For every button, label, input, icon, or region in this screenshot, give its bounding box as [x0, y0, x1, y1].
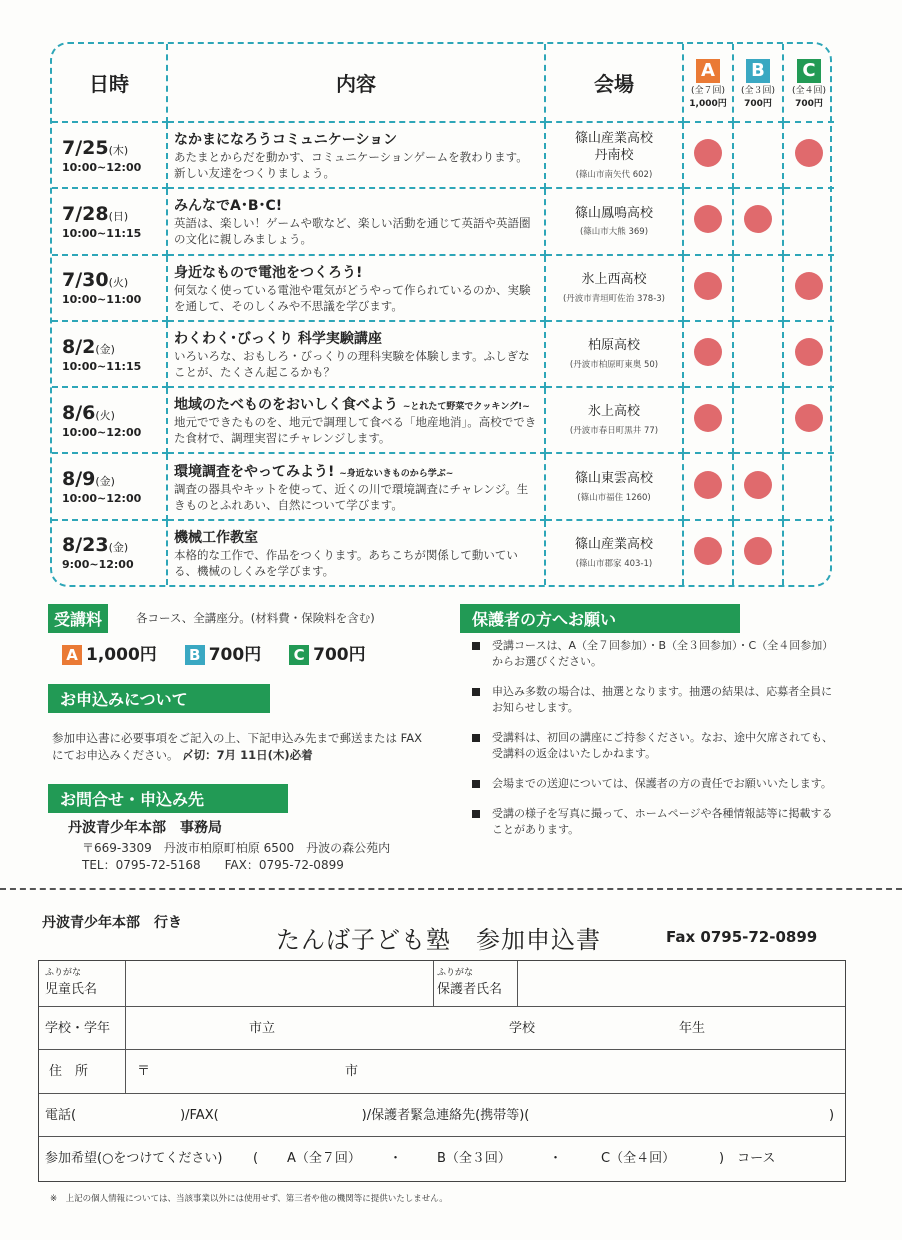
session-subtitle: ~身近ないきものから学ぶ~ [339, 468, 454, 479]
session-date: 7/25 [62, 136, 109, 159]
session-venue: 氷上高校 [587, 404, 640, 420]
course-a-dot [694, 139, 722, 167]
course-b-badge: B [746, 59, 770, 83]
fee-b-price: 700円 [208, 645, 262, 665]
course-c-mark-cell [783, 255, 834, 321]
form-row-names [39, 961, 845, 1007]
session-time: 9:00~12:00 [62, 558, 134, 572]
course-a-dot [694, 272, 722, 300]
cut-line [0, 888, 902, 890]
divider [125, 961, 126, 1006]
course-a-mark-cell [683, 387, 733, 453]
header-venue: 会場 [545, 44, 683, 122]
course-a-dot [694, 471, 722, 499]
session-venue: 篠山産業高校 丹南校 [574, 130, 653, 163]
session-weekday: (金) [95, 342, 115, 356]
session-venue: 篠山鳳鳴高校 [574, 205, 653, 221]
session-venue-cell [545, 387, 683, 453]
course-option-c[interactable]: C（全４回） [601, 1151, 676, 1166]
divider [433, 961, 434, 1006]
session-content-cell [167, 321, 545, 387]
contact-address: 〒669-3309 丹波市柏原町柏原 6500 丹波の森公苑内 [82, 841, 391, 855]
session-description: 地元でできたものを、地元で調理して食べる「地産地消」。高校でできた食材で、調理実習にチャレンジします。 [174, 415, 537, 446]
schedule-row [52, 453, 834, 519]
furigana-label: ふりがな [437, 968, 474, 978]
course-c-badge: C [797, 59, 821, 83]
course-b-mark-cell [733, 387, 783, 453]
phone-line: 電話( )/FAX( )/保護者緊急連絡先(携帯等)( [45, 1108, 530, 1123]
session-weekday: (木) [108, 143, 129, 157]
header-date: 日時 [52, 44, 167, 122]
session-date-cell [52, 321, 167, 387]
session-date-cell [52, 122, 167, 188]
course-a-mark-cell [683, 188, 733, 254]
contact-org: 丹波青少年本部 事務局 [68, 820, 222, 836]
course-c-mark-cell [783, 453, 834, 519]
session-title: 身近なもので電池をつくろう! [174, 264, 363, 281]
course-option-b[interactable]: B（全３回） [437, 1151, 511, 1166]
session-content-cell [167, 255, 545, 321]
session-content-cell [167, 122, 545, 188]
session-date-cell [52, 255, 167, 321]
schedule-table [50, 42, 832, 587]
course-a-mark-cell [683, 453, 733, 519]
application-form [38, 960, 846, 1182]
guardian-note: 受講コースは、A（全７回参加）・B（全３回参加）・C（全４回参加）からお選びください。 [470, 638, 840, 670]
course-b-mark-cell [733, 255, 783, 321]
session-content-cell [167, 387, 545, 453]
course-a-dot [694, 537, 722, 565]
course-b-dot [744, 205, 772, 233]
course-b-dot [744, 471, 772, 499]
session-description: 英語は、楽しい！ゲームや歌など、楽しい活動を通じて英語や英語圏の文化に親しみましょう。 [174, 216, 531, 247]
schedule-row [52, 255, 834, 321]
apply-deadline: 〆切：7月 11日(木)必着 [182, 747, 313, 762]
guardian-note: 受講の様子を写真に撮って、ホームページや各種情報誌等に掲載することがあります。 [470, 806, 840, 838]
session-date: 8/2 [62, 335, 96, 358]
session-venue-address: (篠山市大熊 369) [579, 227, 649, 238]
session-description: 調査の器具やキットを使って、近くの川で環境調査にチャレンジ。生きものとふれあい、自然について学びます。 [174, 481, 529, 512]
session-title: 機械工作教室 [174, 529, 258, 546]
session-time: 10:00~12:00 [62, 160, 142, 174]
session-title-line [174, 129, 538, 149]
course-b-mark-cell [733, 122, 783, 188]
course-a-dot [694, 205, 722, 233]
session-title-line [174, 262, 538, 282]
course-b-mark-cell [733, 453, 783, 519]
schedule-row [52, 520, 834, 585]
form-row-course [39, 1137, 845, 1181]
session-time: 10:00~11:00 [62, 293, 142, 307]
grade-label: 年生 [679, 1021, 706, 1036]
session-title: 環境調査をやってみよう! [174, 463, 335, 480]
session-description: いろいろな、おもしろ・びっくりの理科実験を体験します。ふしぎなことが、たくさん起こるかも？ [174, 348, 530, 380]
session-weekday: (金) [95, 475, 115, 489]
guardian-name-text: 保護者氏名 [437, 982, 503, 997]
course-a-count: (全７回) [690, 85, 726, 96]
session-time: 10:00~12:00 [62, 425, 142, 439]
schedule-row [52, 122, 834, 188]
session-venue: 柏原高校 [587, 338, 640, 354]
course-b-mark-cell [733, 188, 783, 254]
session-venue-cell [545, 122, 683, 188]
guardian-name-field[interactable] [521, 961, 841, 1006]
course-a-mark-cell [683, 255, 733, 321]
course-b-mark-cell [733, 321, 783, 387]
fee-item-a [62, 645, 157, 665]
divider [125, 1050, 126, 1093]
course-a-dot [694, 338, 722, 366]
course-c-mark-cell [783, 520, 834, 585]
session-venue: 篠山産業高校 [574, 536, 653, 552]
apply-text [52, 730, 422, 763]
guardian-note: 受講料は、初回の講座にご持参ください。なお、途中欠席されても、受講料の返金はいたしかねます。 [470, 730, 840, 762]
session-title-line [174, 328, 538, 348]
session-title-line [174, 394, 538, 414]
session-content-cell [167, 188, 545, 254]
course-c-mark-cell [783, 122, 834, 188]
session-date-cell [52, 188, 167, 254]
course-close: ) コース [719, 1151, 776, 1166]
course-c-dot [795, 139, 823, 167]
session-description: 本格的な工作で、作品をつくります。あちこちが関係して動いている、機械のしくみを学びます。 [174, 547, 518, 578]
guardian-notes [470, 638, 840, 851]
session-title-line [174, 527, 538, 547]
apply-instructions: 参加申込書に必要事項をご記入の上、下記申込み先まで郵送または FAX にてお申込みください。 [52, 731, 422, 762]
session-title: 地域のたべものをおいしく食べよう [174, 397, 398, 414]
course-b-count: (全３回) [740, 85, 776, 96]
city-school-label: 市立 [249, 1021, 276, 1036]
apply-heading: お申込みについて [48, 684, 270, 713]
course-b-mark-cell [733, 520, 783, 585]
course-a-badge: A [696, 59, 720, 83]
header-course-a [683, 44, 733, 122]
course-c-dot [795, 338, 823, 366]
course-a-price: 1,000円 [689, 98, 727, 109]
session-content-cell [167, 520, 545, 585]
session-title-line [174, 195, 538, 215]
fee-a-badge: A [62, 645, 82, 665]
school-label: 学校 [509, 1021, 536, 1036]
school-grade-label: 学校・学年 [45, 1021, 111, 1036]
child-name-text: 児童氏名 [45, 982, 98, 997]
schedule-row [52, 188, 834, 254]
fee-c-price: 700円 [313, 645, 366, 665]
fee-b-badge: B [185, 645, 205, 665]
session-date-cell [52, 520, 167, 585]
course-c-dot [795, 272, 823, 300]
guardian-note: 申込み多数の場合は、抽選となります。抽選の結果は、応募者全員にお知らせします。 [470, 684, 840, 716]
guardian-heading: 保護者の方へお願い [460, 604, 740, 633]
contact-heading: お問合せ・申込み先 [48, 784, 288, 813]
session-description: 何気なく使っている電池や電気がどうやって作られているのか、実験を通して、そのしくみや不思議を学びます。 [174, 282, 531, 313]
course-option-a[interactable]: A（全７回） [287, 1151, 361, 1166]
form-recipient: 丹波青少年本部 行き [42, 915, 182, 931]
course-open: ( [253, 1151, 259, 1166]
header-course-b [733, 44, 783, 122]
session-venue-address: (篠山市南矢代 602) [575, 169, 653, 180]
session-weekday: (火) [108, 276, 129, 290]
session-date: 8/9 [62, 468, 96, 491]
form-fax: Fax 0795-72-0899 [666, 928, 818, 946]
session-date: 8/6 [62, 401, 96, 424]
session-venue-address: (丹波市春日町黒井 77) [569, 426, 659, 437]
form-title: たんば子ども塾 参加申込書 [276, 926, 601, 954]
child-name-label [45, 965, 97, 1010]
schedule-row [52, 321, 834, 387]
guardian-name-label [437, 965, 502, 1010]
fee-item-b [185, 645, 262, 665]
session-venue-address: (篠山市郡家 403-1) [575, 558, 653, 569]
fee-a-price: 1,000円 [86, 645, 157, 665]
course-b-price: 700円 [744, 98, 772, 109]
session-date-cell [52, 387, 167, 453]
session-venue-cell [545, 321, 683, 387]
session-date: 7/28 [62, 202, 109, 225]
session-weekday: (金) [108, 541, 129, 555]
session-venue: 氷上西高校 [581, 271, 647, 287]
fee-list [62, 640, 388, 665]
city-label: 市 [345, 1064, 359, 1079]
course-a-mark-cell [683, 321, 733, 387]
course-b-dot [744, 537, 772, 565]
header-course-c [783, 44, 834, 122]
schedule-row [52, 387, 834, 453]
session-venue-cell [545, 453, 683, 519]
address-label: 住 所 [49, 1064, 89, 1079]
course-c-price: 700円 [795, 98, 823, 109]
session-weekday: (日) [108, 209, 129, 223]
contact-phones: TEL：0795-72-5168 FAX：0795-72-0899 [82, 858, 344, 872]
privacy-disclaimer: ※ 上記の個人情報については、当該事業以外には使用せず、第三者や他の機関等に提供いたしません。 [50, 1194, 448, 1204]
session-venue-cell [545, 255, 683, 321]
session-title-line [174, 461, 538, 481]
course-a-dot [694, 404, 722, 432]
session-date: 7/30 [62, 269, 109, 292]
session-time: 10:00~11:15 [62, 226, 142, 240]
session-venue-address: (丹波市柏原町東奥 50) [569, 359, 659, 370]
form-row-school [39, 1007, 845, 1050]
form-row-phone [39, 1094, 845, 1137]
divider [517, 961, 518, 1006]
course-c-dot [795, 404, 823, 432]
session-description: あたまとからだを動かす、コミュニケーションゲームを教わります。新しい友達をつくりましょう。 [174, 150, 528, 181]
divider [125, 1007, 126, 1049]
course-separator: ・ [389, 1151, 403, 1166]
course-c-mark-cell [783, 188, 834, 254]
course-a-mark-cell [683, 520, 733, 585]
postal-mark: 〒 [137, 1064, 151, 1079]
guardian-note: 会場までの送迎については、保護者の方の責任でお願いいたします。 [470, 776, 840, 792]
fee-c-badge: C [289, 645, 309, 665]
course-separator: ・ [549, 1151, 563, 1166]
course-label: 参加希望(○をつけてください) [45, 1151, 223, 1166]
session-subtitle: ~とれたて野菜でクッキング!~ [402, 402, 530, 413]
session-time: 10:00~11:15 [62, 359, 142, 373]
session-venue-cell [545, 520, 683, 585]
session-venue-address: (篠山市福住 1260) [577, 492, 651, 503]
course-c-mark-cell [783, 321, 834, 387]
session-date-cell [52, 453, 167, 519]
course-c-count: (全４回) [791, 85, 827, 96]
fee-item-c [289, 645, 366, 665]
session-venue-address: (丹波市青垣町佐治 378-3) [562, 293, 666, 304]
session-title: みんなでA･B･C! [174, 198, 283, 215]
session-content-cell [167, 453, 545, 519]
course-c-mark-cell [783, 387, 834, 453]
fee-note: 各コース、全講座分。(材料費・保険料を含む) [136, 611, 375, 625]
phone-close: ) [829, 1108, 835, 1123]
session-weekday: (火) [95, 408, 115, 422]
session-time: 10:00~12:00 [62, 492, 142, 506]
fee-heading: 受講料 [48, 604, 108, 633]
session-venue-cell [545, 188, 683, 254]
header-content: 内容 [167, 44, 545, 122]
session-title: なかまになろうコミュニケーション [174, 132, 398, 149]
session-date: 8/23 [62, 534, 109, 557]
form-row-address [39, 1050, 845, 1094]
session-venue: 篠山東雲高校 [574, 470, 653, 486]
child-name-field[interactable] [129, 961, 429, 1006]
furigana-label: ふりがな [45, 968, 82, 978]
course-a-mark-cell [683, 122, 733, 188]
session-title: わくわく･びっくり 科学実験講座 [174, 330, 382, 347]
